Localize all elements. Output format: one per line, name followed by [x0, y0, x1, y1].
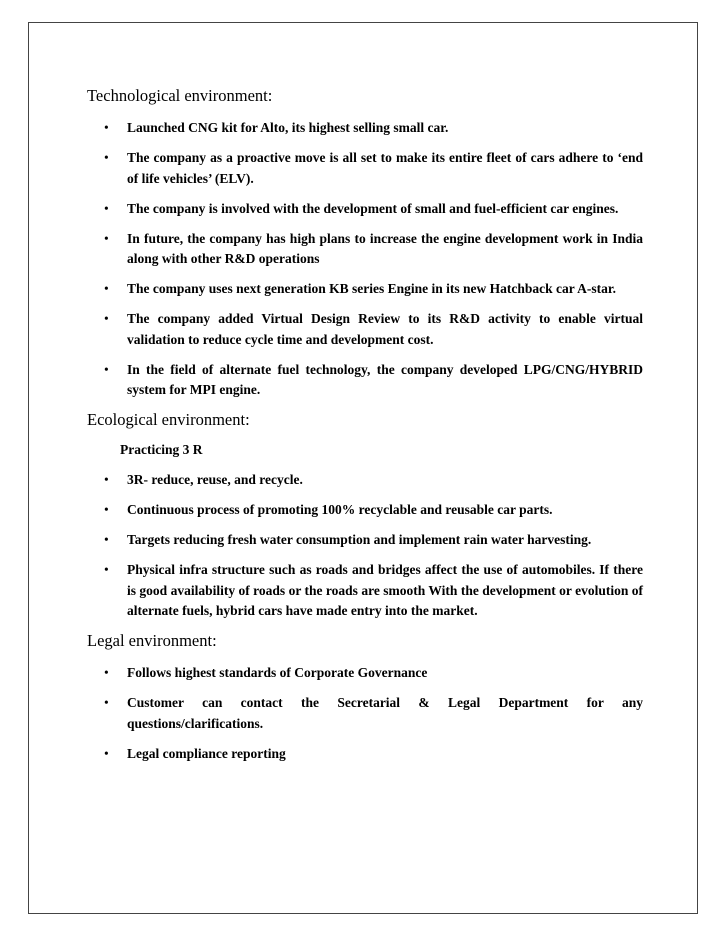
section-heading: Ecological environment: — [87, 410, 250, 429]
bullet-icon: • — [104, 745, 109, 761]
bullet-icon: • — [104, 532, 109, 547]
bullet-icon: • — [104, 665, 109, 680]
bullet-icon: • — [104, 695, 109, 710]
list-item: • Physical infra structure such as roads and bridges affect the use of automobiles. If there is good availability of roads or the roads are smooth With the development or evolution of alternate fuels, hybrid cars have made entry into the market. — [104, 562, 643, 618]
section-heading: Legal environment: — [87, 631, 217, 650]
bullet-icon: • — [104, 281, 109, 296]
bullet-list — [87, 470, 643, 622]
list-item: • The company uses next generation KB series Engine in its new Hatchback car A-star. — [87, 279, 643, 300]
bullet-icon: • — [104, 361, 109, 377]
bullet-icon: • — [104, 502, 109, 517]
list-item: • Legal compliance reporting — [87, 744, 643, 765]
bullet-icon: • — [104, 150, 109, 165]
bullet-icon: • — [104, 230, 109, 246]
list-item: • Follows highest standards of Corporate Governance — [87, 663, 643, 684]
list-item: • In the field of alternate fuel technology, the company developed LPG/CNG/HYBRID system for MPI engine. — [104, 361, 643, 397]
list-item: • In future, the company has high plans to increase the engine development work in India along with other R&D operations — [104, 230, 643, 266]
document-body — [87, 86, 643, 774]
list-item: • The company is involved with the development of small and fuel-efficient car engines. — [87, 199, 643, 220]
bullet-list — [87, 663, 643, 764]
bullet-icon: • — [104, 120, 109, 135]
list-item: • Launched CNG kit for Alto, its highest selling small car. — [87, 118, 643, 139]
list-item: • 3R- reduce, reuse, and recycle. — [87, 470, 643, 491]
bullet-icon: • — [104, 200, 109, 216]
bullet-icon: • — [104, 562, 109, 577]
section-ecological — [87, 410, 643, 622]
list-item: • Customer can contact the Secretarial & Legal Department for any questions/clarifications. — [104, 695, 643, 731]
bullet-icon: • — [104, 472, 109, 487]
section-technological — [87, 86, 643, 401]
list-item: • The company as a proactive move is all set to make its entire fleet of cars adhere to ‘end of life vehicles’ (ELV). — [104, 150, 643, 186]
section-heading: Technological environment: — [87, 86, 273, 105]
section-legal — [87, 631, 643, 764]
section-subheading: Practicing 3 R — [120, 442, 203, 457]
list-item: • Continuous process of promoting 100% recyclable and reusable car parts. — [87, 500, 643, 521]
bullet-list — [87, 118, 643, 401]
bullet-icon: • — [104, 311, 109, 326]
list-item: • The company added Virtual Design Review to its R&D activity to enable virtual validation to reduce cycle time and development cost. — [104, 311, 643, 347]
list-item: • Targets reducing fresh water consumption and implement rain water harvesting. — [87, 530, 643, 551]
